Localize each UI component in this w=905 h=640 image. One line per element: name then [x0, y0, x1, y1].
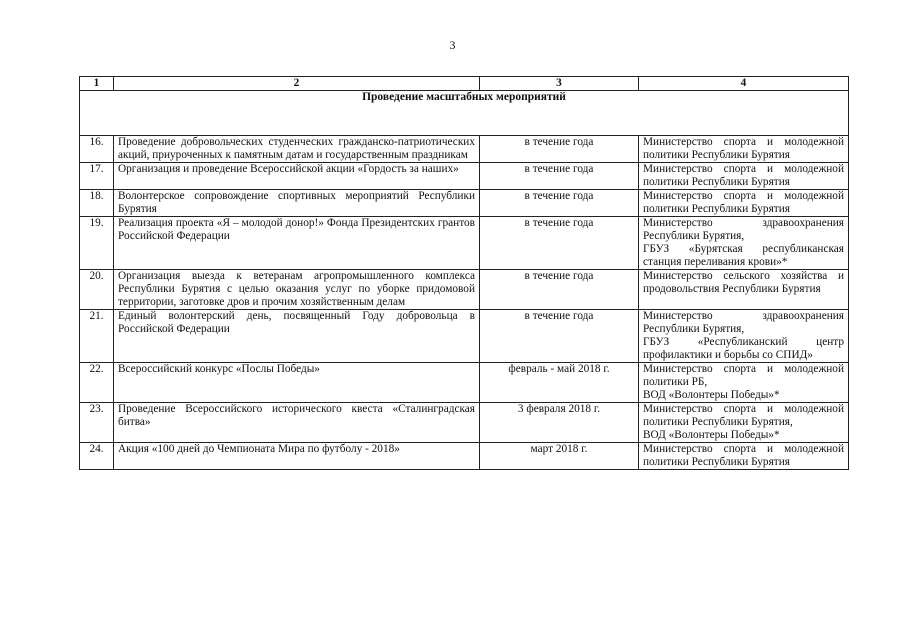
- responsible-organization: Министерство здравоохранения Республики Бурятия,: [643, 310, 844, 335]
- event-term: в течение года: [480, 163, 639, 190]
- event-description: Всероссийский конкурс «Послы Победы»: [114, 363, 480, 403]
- section-title: Проведение масштабных мероприятий: [80, 91, 849, 136]
- responsible-organization: Министерство спорта и молодежной политики Республики Бурятия: [643, 190, 844, 215]
- event-term: в течение года: [480, 190, 639, 217]
- table-row: [80, 403, 849, 443]
- row-number: 23.: [80, 403, 114, 443]
- event-description: Организация выезда к ветеранам агропромышленного комплекса Республики Бурятия с целью оказания услуг по уборке придомовой территории, заготовке дров и прочим хозяйственным делам: [114, 270, 480, 310]
- responsible-cell: [639, 217, 849, 270]
- row-number: 17.: [80, 163, 114, 190]
- row-number: 22.: [80, 363, 114, 403]
- responsible-organization: ГБУЗ «Республиканский центр профилактики и борьбы со СПИД»: [643, 336, 844, 361]
- responsible-cell: [639, 310, 849, 363]
- column-header: 1: [80, 77, 114, 91]
- row-number: 24.: [80, 443, 114, 470]
- event-description: Реализация проекта «Я – молодой донор!» Фонда Президентских грантов Российской Федерации: [114, 217, 480, 270]
- page-number: 3: [449, 38, 456, 52]
- responsible-organization: Министерство спорта и молодежной политики РБ,: [643, 363, 844, 388]
- event-term: март 2018 г.: [480, 443, 639, 470]
- column-header: 2: [114, 77, 480, 91]
- event-term: в течение года: [480, 310, 639, 363]
- table-row: [80, 217, 849, 270]
- event-description: Акция «100 дней до Чемпионата Мира по футболу - 2018»: [114, 443, 480, 470]
- responsible-cell: [639, 270, 849, 310]
- event-description: Единый волонтерский день, посвященный Году добровольца в Российской Федерации: [114, 310, 480, 363]
- responsible-organization: Министерство спорта и молодежной политики Республики Бурятия: [643, 163, 844, 188]
- row-number: 20.: [80, 270, 114, 310]
- responsible-cell: [639, 136, 849, 163]
- responsible-organization: ГБУЗ «Бурятская республиканская станция переливания крови»*: [643, 243, 844, 268]
- responsible-organization: Министерство спорта и молодежной политики Республики Бурятия: [643, 443, 844, 468]
- table-row: [80, 363, 849, 403]
- event-term: в течение года: [480, 270, 639, 310]
- responsible-cell: [639, 363, 849, 403]
- row-number: 21.: [80, 310, 114, 363]
- responsible-cell: [639, 190, 849, 217]
- event-term: 3 февраля 2018 г.: [480, 403, 639, 443]
- responsible-organization: Министерство спорта и молодежной политики Республики Бурятия,: [643, 403, 844, 428]
- table-row: [80, 190, 849, 217]
- header-row: [80, 77, 849, 91]
- table-row: [80, 163, 849, 190]
- table-row: [80, 443, 849, 470]
- table-row: [80, 310, 849, 363]
- responsible-organization: Министерство сельского хозяйства и продовольствия Республики Бурятия: [643, 270, 844, 295]
- table-row: [80, 270, 849, 310]
- responsible-cell: [639, 163, 849, 190]
- responsible-organization: Министерство здравоохранения Республики Бурятия,: [643, 217, 844, 242]
- event-term: февраль - май 2018 г.: [480, 363, 639, 403]
- event-description: Проведение Всероссийского исторического квеста «Сталинградская битва»: [114, 403, 480, 443]
- section-row: [80, 91, 849, 136]
- table-row: [80, 136, 849, 163]
- responsible-organization: Министерство спорта и молодежной политики Республики Бурятия: [643, 136, 844, 161]
- responsible-cell: [639, 403, 849, 443]
- event-term: в течение года: [480, 136, 639, 163]
- event-description: Проведение добровольческих студенческих гражданско-патриотических акций, приуроченных к памятным датам и государственным праздникам: [114, 136, 480, 163]
- responsible-organization: ВОД «Волонтеры Победы»*: [643, 389, 780, 401]
- responsible-organization: ВОД «Волонтеры Победы»*: [643, 429, 780, 441]
- row-number: 18.: [80, 190, 114, 217]
- responsible-cell: [639, 443, 849, 470]
- events-table: [79, 76, 849, 470]
- row-number: 16.: [80, 136, 114, 163]
- column-header: 3: [480, 77, 639, 91]
- row-number: 19.: [80, 217, 114, 270]
- event-description: Волонтерское сопровождение спортивных мероприятий Республики Бурятия: [114, 190, 480, 217]
- event-term: в течение года: [480, 217, 639, 270]
- event-description: Организация и проведение Всероссийской акции «Гордость за наших»: [114, 163, 480, 190]
- column-header: 4: [639, 77, 849, 91]
